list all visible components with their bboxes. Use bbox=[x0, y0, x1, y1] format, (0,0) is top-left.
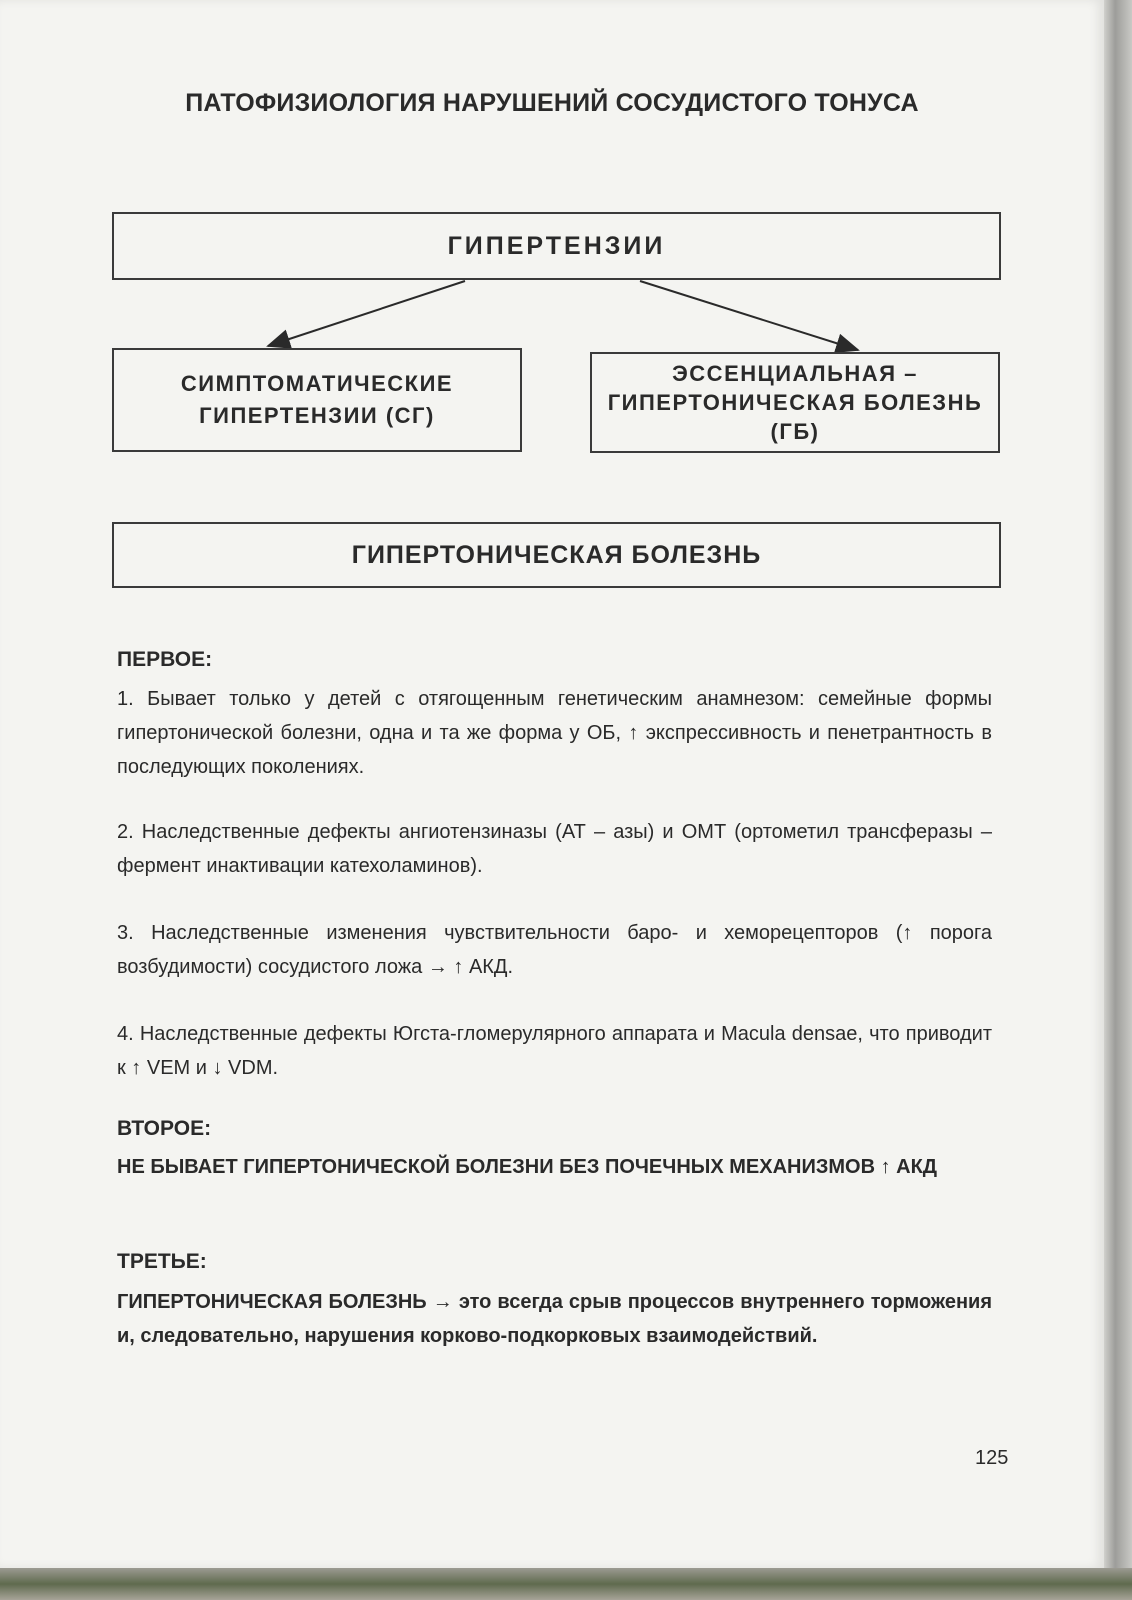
essential-line1: ЭССЕНЦИАЛЬНАЯ – bbox=[672, 361, 918, 386]
page-bottom-edge bbox=[0, 1568, 1132, 1600]
second-text: НЕ БЫВАЕТ ГИПЕРТОНИЧЕСКОЙ БОЛЕЗНИ БЕЗ ПОЧЕЧНЫХ МЕХАНИЗМОВ ↑ АКД bbox=[117, 1156, 938, 1178]
third-text: ГИПЕРТОНИЧЕСКАЯ БОЛЕЗНЬ → это всегда срыв процессов внутреннего торможения и, следовательно, нарушения корково-подкорковых взаимодействий. bbox=[117, 1291, 992, 1347]
page-right-edge bbox=[1104, 0, 1132, 1600]
third-heading: ТРЕТЬЕ: bbox=[117, 1250, 207, 1273]
essential-hypertension-box bbox=[590, 352, 1000, 453]
essential-line3: (ГБ) bbox=[770, 419, 820, 444]
first-heading: ПЕРВОЕ: bbox=[117, 648, 213, 671]
first-item-1: 1. Бывает только у детей с отягощенным генетическим анамнезом: семейные формы гипертонической болезни, одна и та же форма у ОБ, ↑ экспрессивность и пенетрантность в последующих поколениях. bbox=[117, 688, 992, 778]
hypertension-box bbox=[112, 212, 1001, 280]
first-item-3: 3. Наследственные изменения чувствительности баро- и хеморецепторов (↑ порога возбудимости) сосудистого ложа → ↑ АКД. bbox=[117, 922, 992, 978]
section-title: ГИПЕРТОНИЧЕСКАЯ БОЛЕЗНЬ bbox=[351, 540, 762, 569]
second-heading: ВТОРОЕ: bbox=[117, 1117, 212, 1140]
hypertension-label: ГИПЕРТЕНЗИИ bbox=[447, 231, 666, 260]
essential-line2: ГИПЕРТОНИЧЕСКАЯ БОЛЕЗНЬ bbox=[607, 390, 983, 415]
page-number: 125 bbox=[975, 1447, 1009, 1469]
symptomatic-line1: СИМПТОМАТИЧЕСКИЕ bbox=[180, 371, 454, 396]
page-title: ПАТОФИЗИОЛОГИЯ НАРУШЕНИЙ СОСУДИСТОГО ТОНУСА bbox=[185, 89, 919, 117]
first-item-2: 2. Наследственные дефекты ангиотензиназы (АТ – азы) и ОМТ (ортометил трансферазы – фермент инактивации катехоламинов). bbox=[117, 821, 992, 877]
section-title-box bbox=[112, 522, 1001, 588]
symptomatic-line2: ГИПЕРТЕНЗИИ (СГ) bbox=[199, 403, 435, 428]
symptomatic-hypertension-box bbox=[112, 348, 522, 452]
first-item-4: 4. Наследственные дефекты Югста-гломерулярного аппарата и Macula densae, что приводит к ↑ VEM и ↓ VDM. bbox=[117, 1023, 992, 1079]
